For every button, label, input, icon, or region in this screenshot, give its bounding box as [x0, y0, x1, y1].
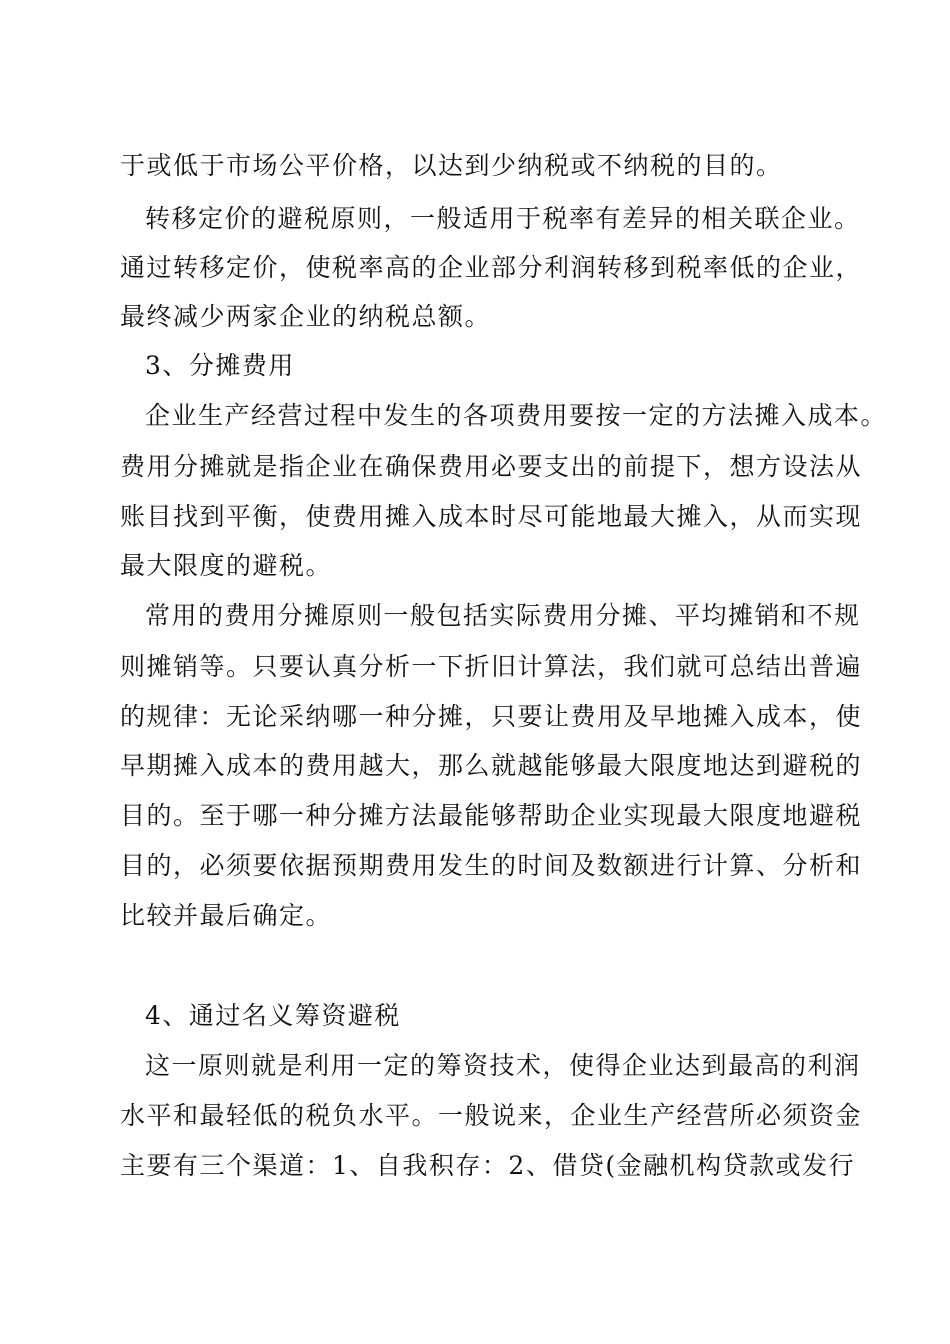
paragraph-line: 常用的费用分摊原则一般包括实际费用分摊、平均摊销和不规	[145, 601, 861, 630]
paragraph-line: 水平和最轻低的税负水平。一般说来，企业生产经营所必须资金	[120, 1101, 863, 1130]
paragraph-line: 比较并最后确定。	[120, 901, 333, 930]
section-heading: 3、分摊费用	[145, 351, 295, 380]
paragraph-line: 主要有三个渠道：1、自我积存：2、借贷(金融机构贷款或发行	[120, 1151, 856, 1180]
paragraph-line: 最大限度的避税。	[120, 551, 333, 580]
paragraph-line: 费用分摊就是指企业在确保费用必要支出的前提下，想方设法从	[120, 452, 863, 481]
paragraph-line: 最终减少两家企业的纳税总额。	[120, 302, 492, 331]
paragraph-line: 于或低于市场公平价格，以达到少纳税或不纳税的目的。	[120, 151, 783, 180]
paragraph-line: 这一原则就是利用一定的筹资技术，使得企业达到最高的利润	[145, 1051, 861, 1080]
section-heading: 4、通过名义筹资避税	[145, 1001, 401, 1030]
paragraph-line: 目的，必须要依据预期费用发生的时间及数额进行计算、分析和	[120, 851, 863, 880]
paragraph-line: 账目找到平衡，使费用摊入成本时尽可能地最大摊入，从而实现	[120, 502, 863, 531]
paragraph-line: 企业生产经营过程中发生的各项费用要按一定的方法摊入成本。	[145, 401, 888, 430]
paragraph-line: 的规律：无论采纳哪一种分摊，只要让费用及早地摊入成本，使	[120, 702, 863, 731]
paragraph-line: 早期摊入成本的费用越大，那么就越能够最大限度地达到避税的	[120, 751, 863, 780]
paragraph-line: 转移定价的避税原则，一般适用于税率有差异的相关联企业。	[145, 204, 861, 233]
paragraph-line: 则摊销等。只要认真分析一下折旧计算法，我们就可总结出普遍	[120, 652, 863, 681]
paragraph-line: 目的。至于哪一种分摊方法最能够帮助企业实现最大限度地避税	[120, 801, 863, 830]
paragraph-line: 通过转移定价，使税率高的企业部分利润转移到税率低的企业，	[120, 253, 863, 282]
